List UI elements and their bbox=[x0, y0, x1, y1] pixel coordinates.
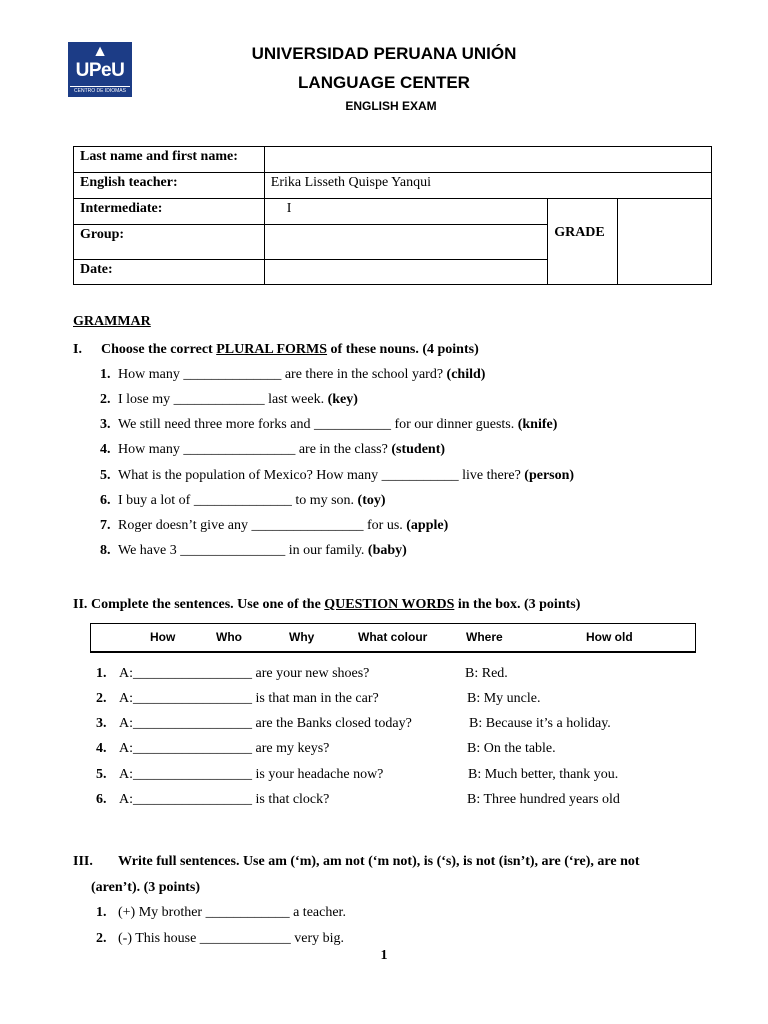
section1-item-hint: (knife) bbox=[517, 417, 558, 432]
group-label: Group: bbox=[74, 225, 265, 260]
section1-item-number: 7. bbox=[100, 518, 111, 533]
section1-item-text[interactable]: We still need three more forks and ___________ for our dinner guests. bbox=[118, 417, 515, 432]
section1-item bbox=[118, 417, 557, 433]
section1-item-number: 4. bbox=[100, 442, 111, 457]
section1-item bbox=[118, 392, 358, 408]
section1-item-text[interactable]: What is the population of Mexico? How many ___________ live there? bbox=[118, 468, 521, 483]
center-title: LANGUAGE CENTER bbox=[298, 73, 470, 92]
logo-subtitle: CENTRO DE IDIOMAS bbox=[70, 86, 130, 95]
section1-item bbox=[118, 367, 485, 383]
section1-number: I. bbox=[73, 342, 82, 357]
section1-item-text[interactable]: I lose my _____________ last week. bbox=[118, 392, 325, 407]
section1-item-number: 3. bbox=[100, 417, 111, 432]
name-label: Last name and first name: bbox=[74, 147, 265, 173]
section1-item bbox=[118, 442, 445, 458]
section2-item-question[interactable]: A:_________________ is your headache now? bbox=[119, 767, 384, 782]
section2-item-answer: B: Red. bbox=[465, 666, 508, 681]
section2-item-number: 5. bbox=[96, 767, 107, 782]
section3-number: III. bbox=[73, 854, 93, 869]
section1-item-text[interactable]: How many ______________ are there in the school yard? bbox=[118, 367, 444, 382]
section2-item-number: 2. bbox=[96, 691, 107, 706]
logo-word: UPeU bbox=[75, 60, 125, 81]
section2-title-pre: Complete the sentences. Use one of the bbox=[91, 597, 325, 612]
student-info-table bbox=[73, 146, 712, 285]
section2-item-question[interactable]: A:_________________ are the Banks closed today? bbox=[119, 716, 412, 731]
section1-item-number: 5. bbox=[100, 468, 111, 483]
section2-item-number: 4. bbox=[96, 741, 107, 756]
section1-item bbox=[118, 543, 407, 559]
date-label: Date: bbox=[74, 260, 265, 285]
section1-item-number: 6. bbox=[100, 493, 111, 508]
section3-title-line2: (aren’t). (3 points) bbox=[91, 880, 201, 895]
logo-mark-icon: ▲ bbox=[92, 43, 108, 60]
section2-item-question[interactable]: A:_________________ are your new shoes? bbox=[119, 666, 370, 681]
section2-title bbox=[91, 597, 580, 613]
word-where: Where bbox=[466, 630, 503, 644]
section1-item-hint: (key) bbox=[327, 392, 358, 407]
grade-label: GRADE bbox=[548, 199, 618, 285]
section2-title-keyword: QUESTION WORDS bbox=[324, 597, 455, 612]
section1-item-hint: (apple) bbox=[406, 518, 449, 533]
section2-item-number: 1. bbox=[96, 666, 107, 681]
section2-title-post: in the box. (3 points) bbox=[454, 597, 581, 612]
grade-field[interactable] bbox=[618, 199, 712, 285]
section1-item-text[interactable]: I buy a lot of ______________ to my son. bbox=[118, 493, 355, 508]
section1-title bbox=[101, 342, 479, 358]
section1-item-text[interactable]: How many ________________ are in the class? bbox=[118, 442, 388, 457]
section1-item-text[interactable]: We have 3 _______________ in our family. bbox=[118, 543, 365, 558]
section3-item-text[interactable]: (-) This house _____________ very big. bbox=[118, 931, 345, 946]
word-how-old: How old bbox=[586, 630, 633, 644]
section1-item-hint: (person) bbox=[524, 468, 575, 483]
section1-item-hint: (toy) bbox=[357, 493, 386, 508]
section2-item-question[interactable]: A:_________________ is that man in the car? bbox=[119, 691, 379, 706]
section1-item-number: 1. bbox=[100, 367, 111, 382]
group-field[interactable] bbox=[264, 225, 547, 260]
section2-item-answer: B: Three hundred years old bbox=[467, 792, 620, 807]
exam-title: ENGLISH EXAM bbox=[345, 99, 437, 113]
name-field[interactable] bbox=[264, 147, 711, 173]
section1-item-hint: (student) bbox=[391, 442, 446, 457]
teacher-label: English teacher: bbox=[74, 173, 265, 199]
section3-item-number: 1. bbox=[96, 905, 107, 920]
page-number: 1 bbox=[380, 948, 388, 963]
section1-title-pre: Choose the correct bbox=[101, 342, 217, 357]
word-what-colour: What colour bbox=[358, 630, 428, 644]
date-field[interactable] bbox=[264, 260, 547, 285]
word-how: How bbox=[150, 630, 176, 644]
section3-item-number: 2. bbox=[96, 931, 107, 946]
section1-title-keyword: PLURAL FORMS bbox=[216, 342, 328, 357]
level-label: Intermediate: bbox=[74, 199, 265, 225]
teacher-value: Erika Lisseth Quispe Yanqui bbox=[264, 173, 711, 199]
section3-title-line1: Write full sentences. Use am (‘m), am not (‘m not), is (‘s), is not (isn’t), are (‘re), are not bbox=[118, 854, 640, 869]
section2-item-number: 3. bbox=[96, 716, 107, 731]
section2-item-question[interactable]: A:_________________ are my keys? bbox=[119, 741, 330, 756]
section2-item-answer: B: Because it’s a holiday. bbox=[469, 716, 611, 731]
section1-item bbox=[118, 493, 386, 509]
section2-number: II. bbox=[73, 597, 88, 612]
section2-item-answer: B: Much better, thank you. bbox=[468, 767, 619, 782]
section1-item-number: 2. bbox=[100, 392, 111, 407]
section1-item-hint: (baby) bbox=[367, 543, 407, 558]
section1-title-post: of these nouns. (4 points) bbox=[327, 342, 479, 357]
question-words-box bbox=[90, 623, 696, 653]
word-why: Why bbox=[289, 630, 315, 644]
section2-item-question[interactable]: A:_________________ is that clock? bbox=[119, 792, 330, 807]
university-title: UNIVERSIDAD PERUANA UNIÓN bbox=[251, 44, 517, 63]
section2-item-number: 6. bbox=[96, 792, 107, 807]
level-value: I bbox=[264, 199, 547, 225]
section1-item-hint: (child) bbox=[446, 367, 486, 382]
section1-item bbox=[118, 518, 448, 534]
section1-item bbox=[118, 468, 574, 484]
word-who: Who bbox=[216, 630, 242, 644]
section1-item-text[interactable]: Roger doesn’t give any ________________ for us. bbox=[118, 518, 403, 533]
section1-item-number: 8. bbox=[100, 543, 111, 558]
section3-item-text[interactable]: (+) My brother ____________ a teacher. bbox=[118, 905, 346, 920]
section2-item-answer: B: On the table. bbox=[467, 741, 556, 756]
grammar-heading: GRAMMAR bbox=[73, 314, 151, 329]
section2-item-answer: B: My uncle. bbox=[467, 691, 541, 706]
